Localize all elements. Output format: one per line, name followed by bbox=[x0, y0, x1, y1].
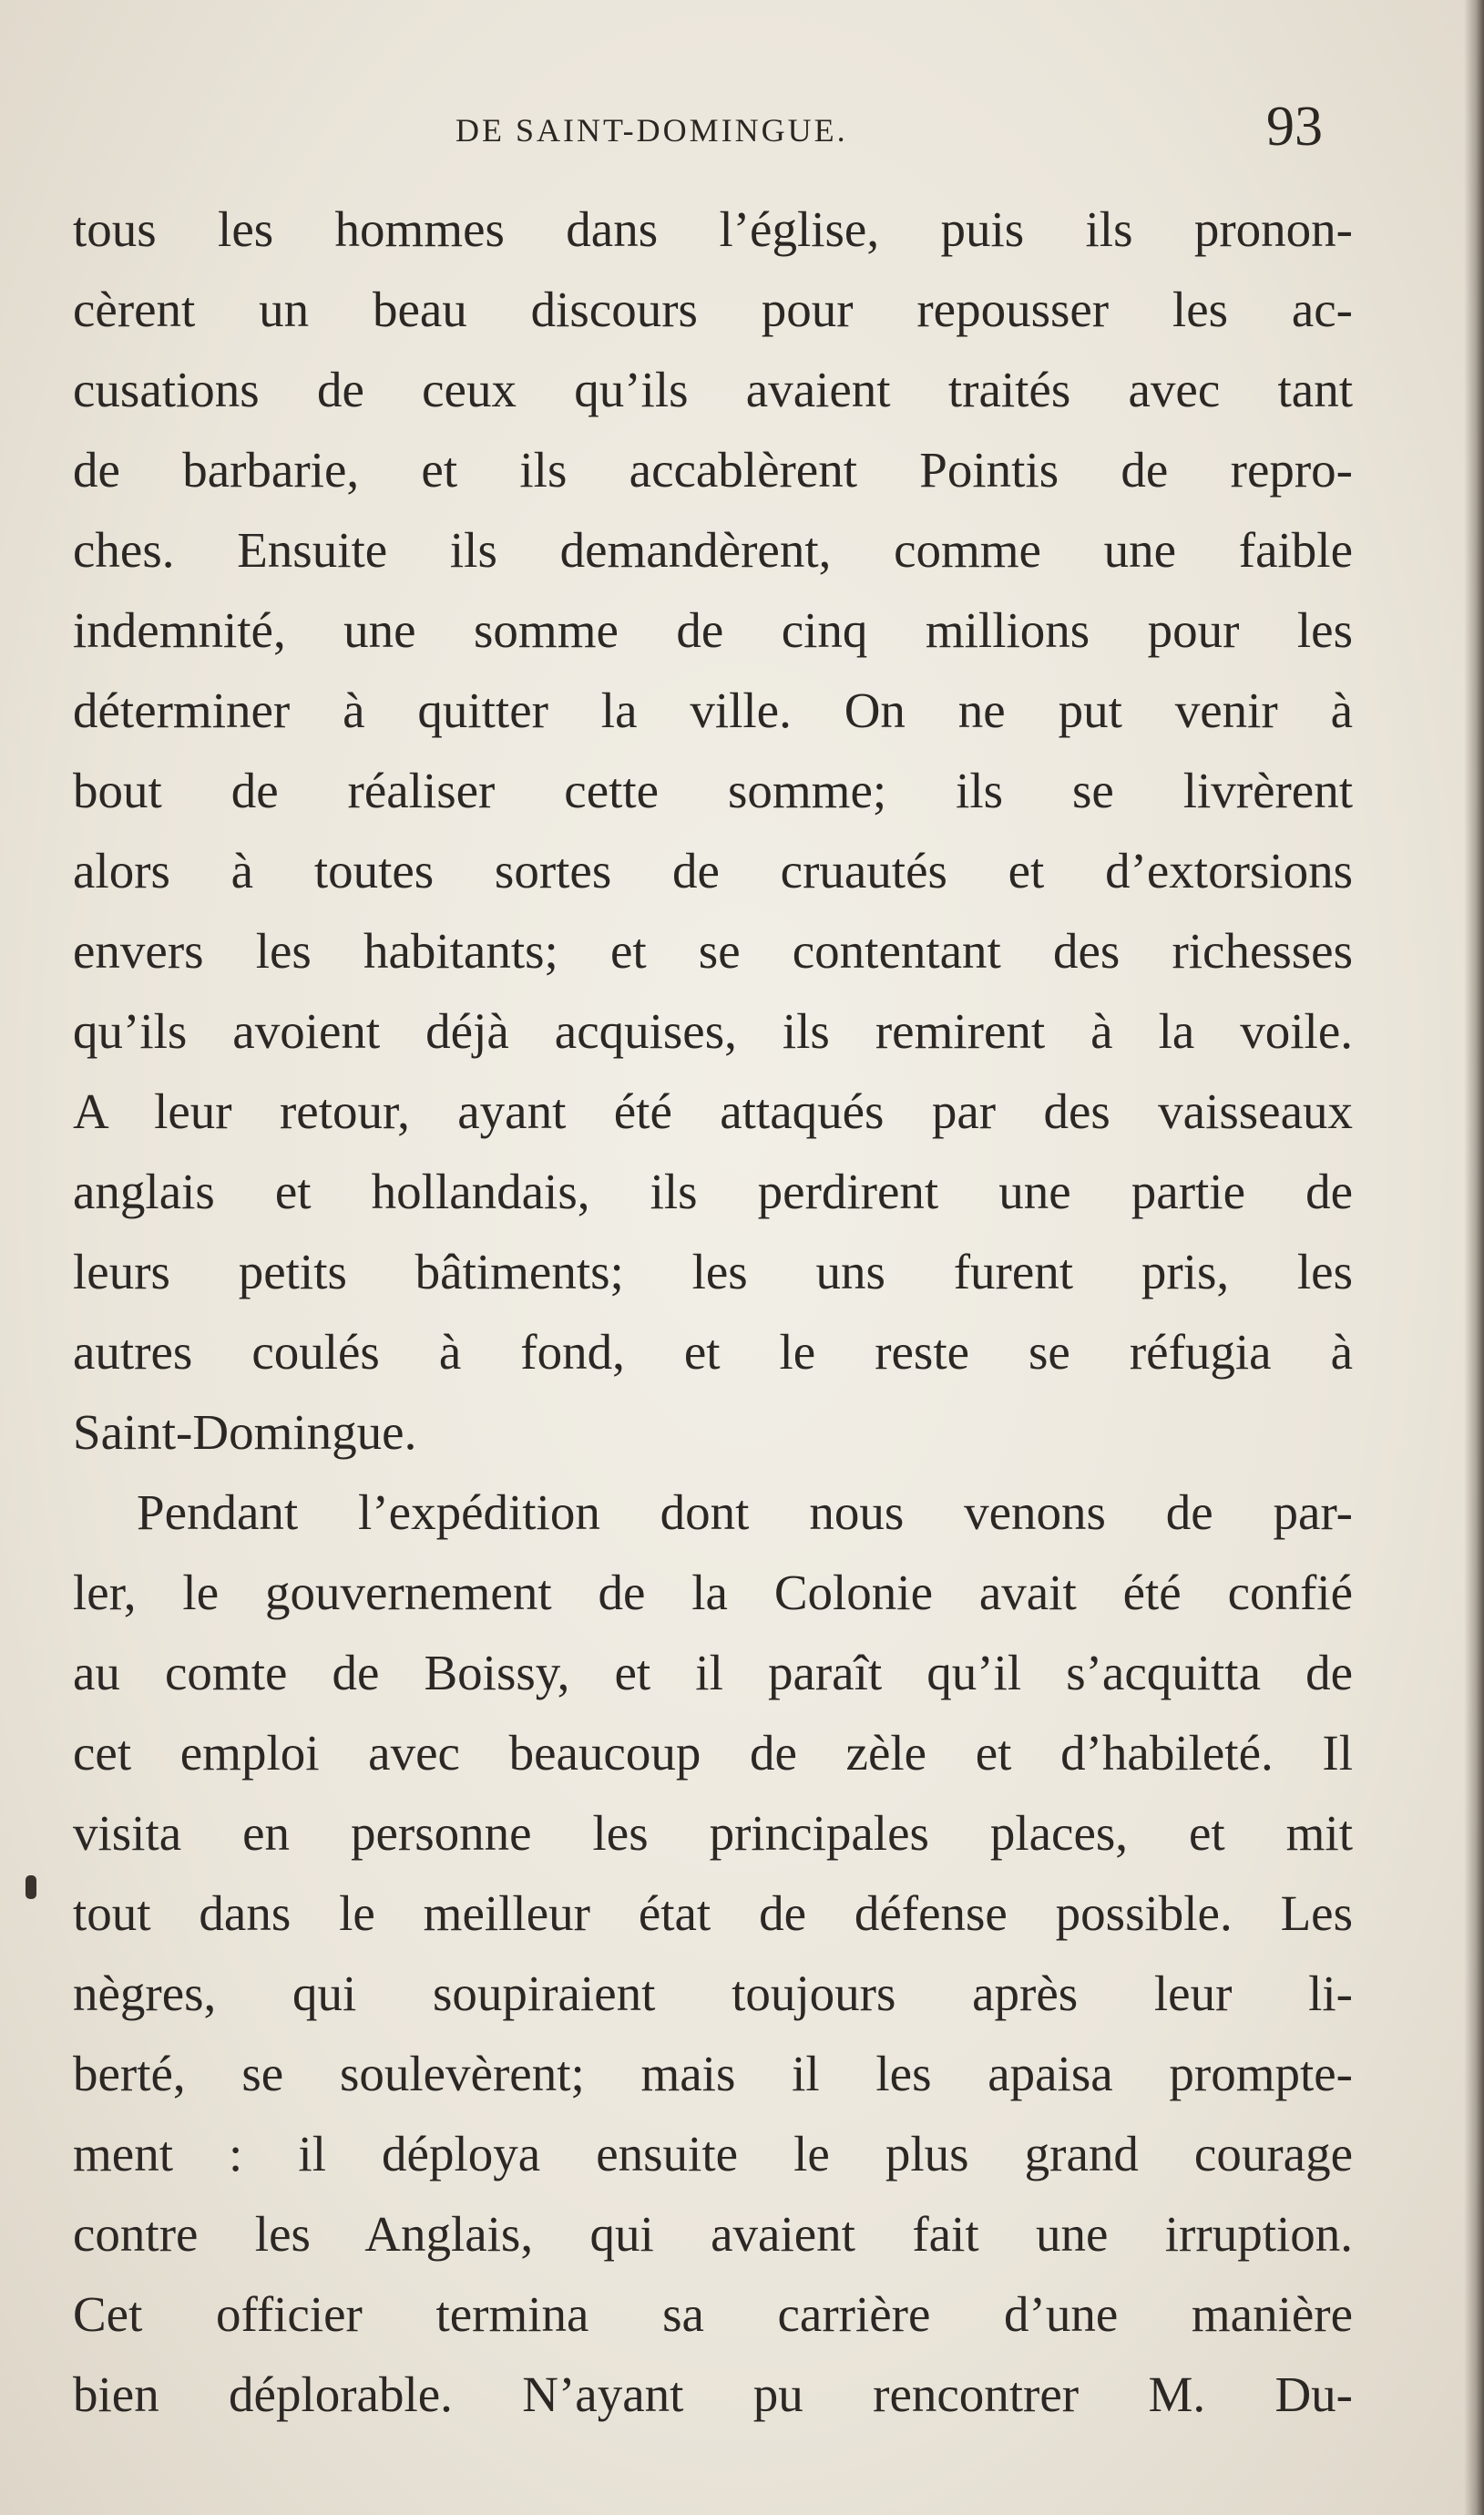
text-line: au comte de Boissy, et il paraît qu’il s’acquitta de bbox=[73, 1645, 1353, 1700]
paragraph-1 bbox=[73, 190, 1353, 1473]
text-line: envers les habitants; et se contentant des richesses bbox=[73, 923, 1353, 979]
text-line: Saint-Domingue. bbox=[73, 1404, 417, 1460]
page-number: 93 bbox=[1266, 96, 1323, 158]
text-line: ment : il déploya ensuite le plus grand courage bbox=[73, 2126, 1353, 2181]
text-line: cusations de ceux qu’ils avaient traités avec tant bbox=[73, 362, 1353, 417]
text-line: indemnité, une somme de cinq millions pour les bbox=[73, 602, 1353, 658]
running-head bbox=[73, 95, 1348, 168]
text-line: ches. Ensuite ils demandèrent, comme une faible bbox=[73, 522, 1353, 578]
paragraph-2 bbox=[73, 1473, 1353, 2435]
text-line: tous les hommes dans l’église, puis ils pronon- bbox=[73, 201, 1353, 257]
running-title: DE SAINT-DOMINGUE. bbox=[455, 112, 848, 149]
text-line: Pendant l’expédition dont nous venons de par- bbox=[137, 1484, 1353, 1540]
text-line: A leur retour, ayant été attaqués par des vaisseaux bbox=[73, 1083, 1353, 1139]
text-line: leurs petits bâtiments; les uns furent pris, les bbox=[73, 1244, 1353, 1299]
text-line: berté, se soulevèrent; mais il les apaisa prompte- bbox=[73, 2046, 1353, 2101]
text-line: de barbarie, et ils accablèrent Pointis de repro- bbox=[73, 442, 1353, 498]
text-line: ler, le gouvernement de la Colonie avait été confié bbox=[73, 1565, 1353, 1620]
text-line: nègres, qui soupiraient toujours après leur li- bbox=[73, 1966, 1353, 2021]
text-line: tout dans le meilleur état de défense possible. Les bbox=[73, 1885, 1353, 1941]
text-line: cet emploi avec beaucoup de zèle et d’habileté. Il bbox=[73, 1725, 1353, 1781]
text-line: contre les Anglais, qui avaient fait une irruption. bbox=[73, 2206, 1353, 2262]
text-body bbox=[73, 190, 1353, 2435]
text-line: cèrent un beau discours pour repousser les ac- bbox=[73, 282, 1353, 337]
text-line: Cet officier termina sa carrière d’une manière bbox=[73, 2286, 1353, 2342]
page-edge-shadow bbox=[1464, 0, 1484, 2515]
text-line: alors à toutes sortes de cruautés et d’extorsions bbox=[73, 843, 1353, 898]
text-line: bout de réaliser cette somme; ils se livrèrent bbox=[73, 763, 1353, 818]
text-line: déterminer à quitter la ville. On ne put venir à bbox=[73, 683, 1353, 738]
text-line: visita en personne les principales places, et mit bbox=[73, 1805, 1353, 1861]
text-line: qu’ils avoient déjà acquises, ils remirent à la voile. bbox=[73, 1003, 1353, 1059]
ink-blot-mark bbox=[26, 1875, 36, 1899]
text-line: autres coulés à fond, et le reste se réfugia à bbox=[73, 1324, 1353, 1380]
text-line: anglais et hollandais, ils perdirent une partie de bbox=[73, 1164, 1353, 1219]
text-line: bien déplorable. N’ayant pu rencontrer M. Du- bbox=[73, 2366, 1353, 2422]
